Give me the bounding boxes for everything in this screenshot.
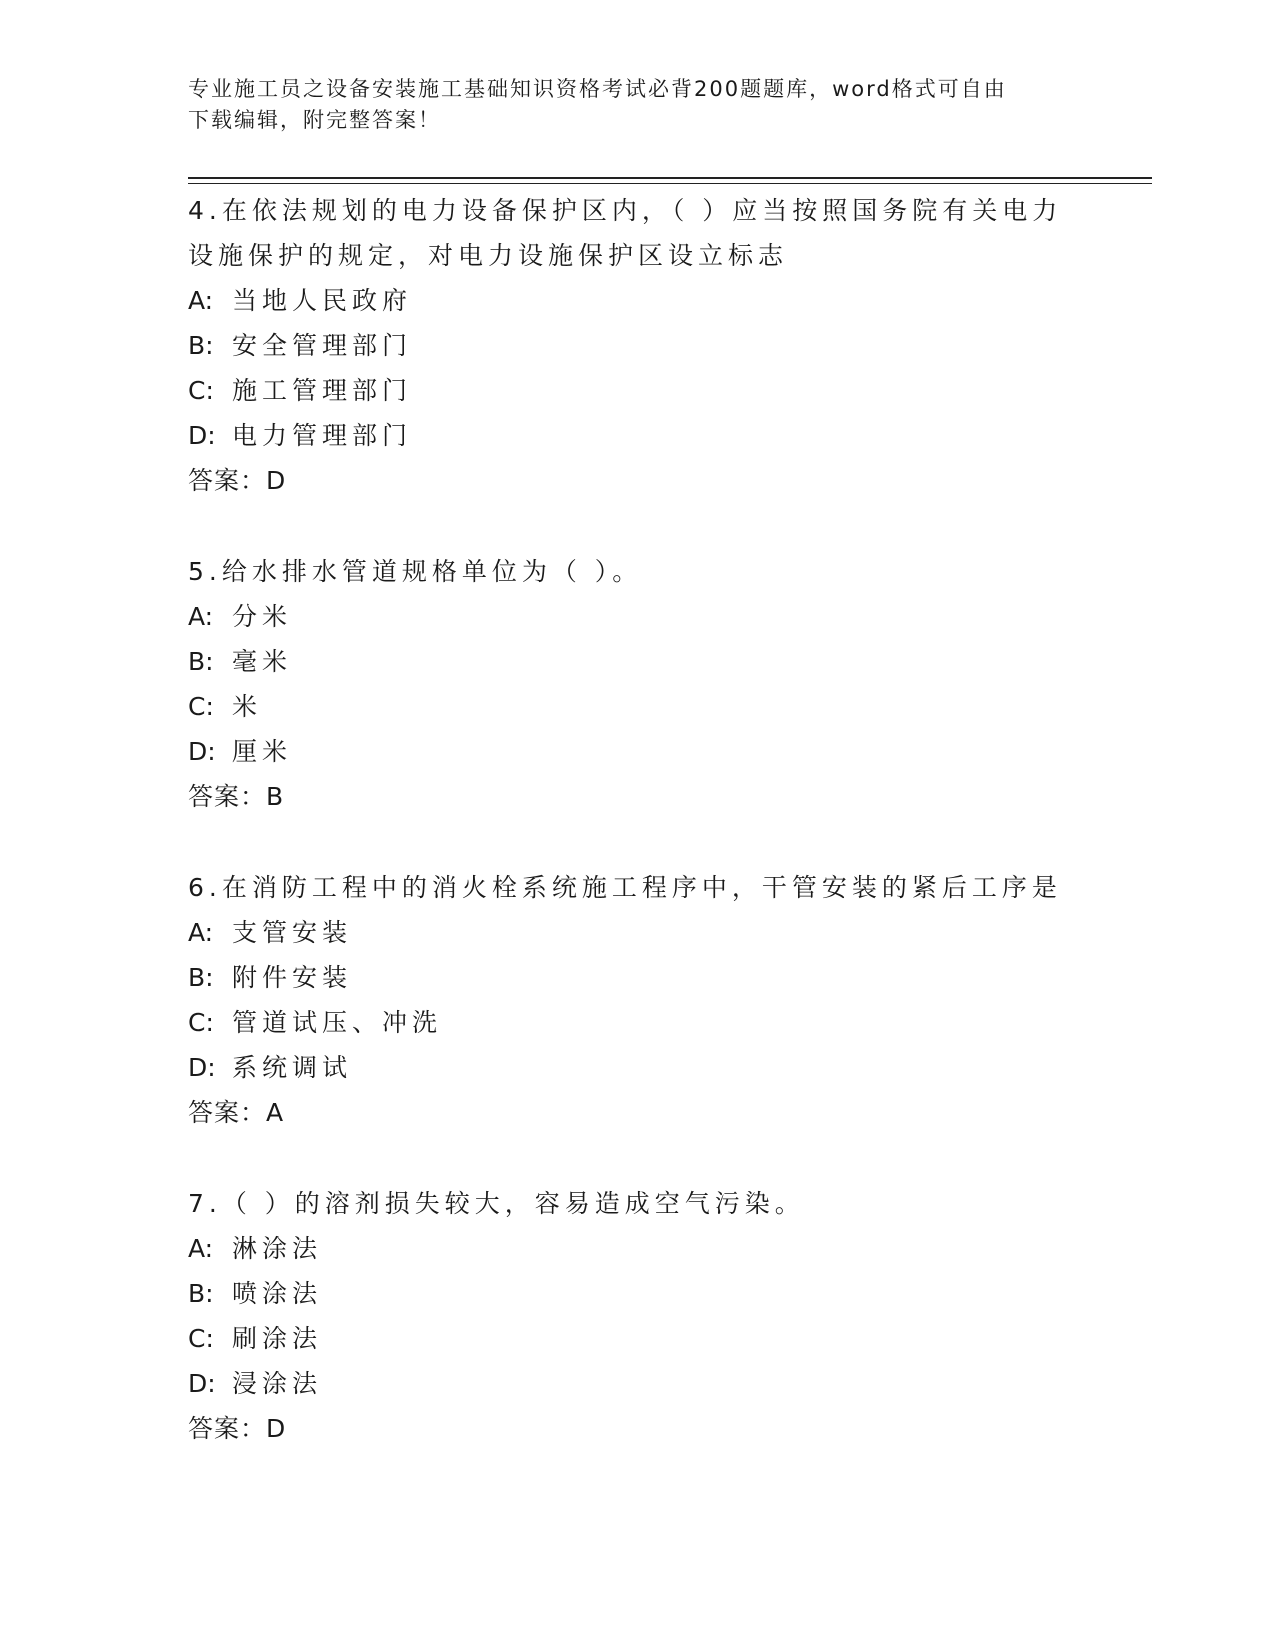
option-text: 淋涂法 [232,1234,323,1263]
option-text: 支管安装 [232,918,353,947]
option-key: B: [188,1279,214,1308]
option-key: B: [188,647,214,676]
option-a [188,910,1088,955]
option-c [188,684,1088,729]
question-stem: 7.（ ）的溶剂损失较大，容易造成空气污染。 [188,1189,805,1218]
option-b [188,1271,1088,1316]
option-d [188,413,1088,458]
option-c [188,1000,1088,1045]
option-key: A: [188,602,214,631]
option-text: 安全管理部门 [232,331,413,360]
option-key: A: [188,286,214,315]
question-6 [188,865,1088,1135]
option-key: A: [188,918,214,947]
question-4 [188,188,1088,503]
question-list [188,188,1088,1497]
header-divider-thick [188,177,1152,179]
answer-line: 答案：B [188,782,285,811]
option-text: 毫米 [232,647,293,676]
option-key: D: [188,1369,216,1398]
option-text: 电力管理部门 [232,421,413,450]
option-a [188,594,1088,639]
option-text: 附件安装 [232,963,353,992]
question-5 [188,549,1088,819]
option-key: B: [188,331,214,360]
option-c [188,1316,1088,1361]
option-a [188,1226,1088,1271]
option-d [188,1361,1088,1406]
answer-line: 答案：D [188,1414,287,1443]
option-b [188,323,1088,368]
option-key: A: [188,1234,214,1263]
option-key: D: [188,421,216,450]
option-key: C: [188,376,214,405]
question-stem: 5.给水排水管道规格单位为（ ）。 [188,557,643,586]
option-b [188,955,1088,1000]
header-line-1: 专业施工员之设备安装施工基础知识资格考试必背200题题库，word格式可自由 [188,77,1007,101]
option-d [188,1045,1088,1090]
option-text: 米 [232,692,263,721]
option-key: D: [188,1053,216,1082]
question-7 [188,1181,1088,1451]
question-stem: 4.在依法规划的电力设备保护区内，（ ）应当按照国务院有关电力设施保护的规定，对电力设施保护区设立标志 [188,196,1063,270]
option-key: D: [188,737,216,766]
option-key: B: [188,963,214,992]
header-line-2: 下载编辑，附完整答案！ [188,108,441,132]
option-text: 管道试压、冲洗 [232,1008,443,1037]
option-key: C: [188,1324,214,1353]
option-text: 刷涂法 [232,1324,323,1353]
option-text: 厘米 [232,737,293,766]
option-text: 喷涂法 [232,1279,323,1308]
document-header [188,74,1088,136]
answer-line: 答案：D [188,466,287,495]
option-d [188,729,1088,774]
header-divider-thin [188,183,1152,184]
question-stem: 6.在消防工程中的消火栓系统施工程序中，干管安装的紧后工序是 [188,873,1062,902]
answer-line: 答案：A [188,1098,285,1127]
option-text: 系统调试 [232,1053,353,1082]
option-text: 当地人民政府 [232,286,413,315]
option-text: 浸涂法 [232,1369,323,1398]
option-b [188,639,1088,684]
option-text: 分米 [232,602,293,631]
option-text: 施工管理部门 [232,376,413,405]
option-c [188,368,1088,413]
option-key: C: [188,692,214,721]
option-a [188,278,1088,323]
option-key: C: [188,1008,214,1037]
